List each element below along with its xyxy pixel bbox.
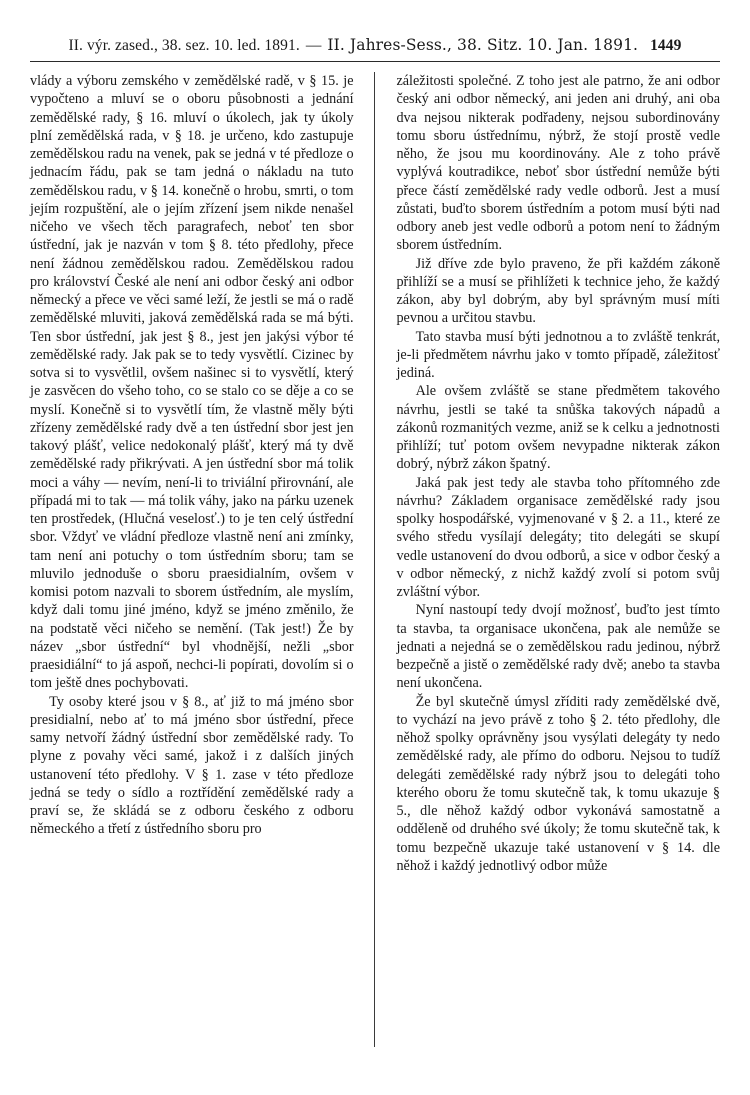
column-left (30, 72, 366, 1047)
paragraph: vlády a výboru zemského v zemědělské radě, v § 15. je vypočteno a mluví se o oboru působnosti a jednání zemědělské rady, § 16. mluví o úkolech, jak ty úkoly plní zemědělská rada, v § 18. je určeno, kdo zastupuje zemědělskou radu na venek, pak se jedná v té předloze o jednacím řádu, pak se tam jedná o nákladu na tuto zemědělskou radu, v § 14. konečně o hrobu, smrti, o tom jejím rozpuštění, ale o jejím zřízení jsem nikde nenašel ničeho ve všech těch paragrafech, neboť ten sbor ústřední, jak je nazván v tom § 8. této předlohy, přece není žádnou zemědělskou radou. Zemědělskou radou pro království České ale není ani odbor český ani odbor německý a přece ve věci samé leží, že jestli se má o radě zemědělské mluviti, jaková zemědělská rada se má býti. Ten sbor ústřední, jak jest § 8., jest jen jakýsi výbor té zemědělské rady. Jak pak se to tedy vysvětlí. Cizinec by sotva si to vysvětlil, ovšem našinec si to vysvětlí, který je zasvěcen do všeho toho, co se stalo co se děje a co se myslí. Konečně si to vysvětlí tím, že vlastně měly býti zřízeny zemědělské rady dvě a ten ústřední sbor jest jen takový plášť, velice nedokonalý plášť, který má ty dvě zemědělské rady přikrývati. A jen ústřední sbor má tolik moci a váhy — nevím, není-li to triviální přirovnání, ale případá mi to tak — má tolik váhy, jako na párku uzenek ten prostředek, (Hlučná veselosť.) to je ten celý ústřední sbor. Vždyť ve vládní předloze vlastně není ani zmínky, tam není ani potuchy o tom ústředním sboru; tam se mluvilo jednoduše o sboru praesidialním, ovšem v komisi potom nazvali to sborem ústředním, ale myslím, když dali tomu jiné jméno, když se jméno změnilo, že na podstatě věci ničeho se nemění. (Tak jest!) Že by název „sbor ústřední“ byl vhodnější, nežli „sbor praesidiální“ to já aspoň, nechci-li popírati, dovolím si o tom ještě dnes pochybovati. (30, 73, 354, 692)
header-rule (30, 61, 720, 62)
column-divider (374, 72, 377, 1047)
body-columns (30, 72, 720, 1047)
running-head (30, 36, 720, 58)
paragraph: Tato stavba musí býti jednotnou a to zvláště tenkrát, je-li předmětem návrhu jako v tomto případě, záležitosť jediná. (396, 328, 720, 381)
paragraph: Ale ovšem zvláště se stane předmětem takového návrhu, jestli se také ta snůška takových nápadů a zákonů rozmanitých vezme, aniž se k celku a jednotnosti přihlíží; tuť potom ovšem nevypadne nikterak zákon dobrý, nýbrž zákon špatný. (396, 383, 720, 473)
paragraph: Nyní nastoupí tedy dvojí možnosť, buďto jest tímto ta stavba, ta organisace ukončena, pak ale nemůže se jednati a nejedná se o zemědělskou radu jedinou, nýbrž bezpečně a jistě o zemědělské rady dvě; anebo ta stavba není ukončena. (396, 602, 720, 692)
column-right (384, 72, 720, 1047)
paragraph: Jaká pak jest tedy ale stavba toho přítomného zde návrhu? Základem organisace zemědělské rady jsou spolky hospodářské, vyjmenované v § 2. a 11., které ze svého středu vysílají delegáty; tito delegáti se skupí vedle ustanovení do dvou odborů, a sice v odbor český a v odbor německý, z nichž každý zvolí si potom svůj zvláštní výbor. (396, 474, 720, 600)
running-head-separator: — (305, 37, 322, 54)
paragraph: Že byl skutečně úmysl zříditi rady zemědělské dvě, to vychází na jevo právě z toho § 2. této předlohy, dle něhož spolky oprávněny jsou vysýlati delegáty ty nedo zemědělské rady, ale přímo do odboru. Nejsou to tudíž delegáti zemědělské rady nýbrž jsou to delegáti toho kterého oboru že tomu skutečně tak, k tomu ukazuje § 5., dle něhož každý odbor vykonává samostatně a odděleně od druhého své úkoly; že tomu skutečně tak, k tomu bezpečně ukazuje také ustanovení v § 14. dle něhož i každý jednotlivý odbor může (396, 693, 720, 874)
paragraph: záležitosti společné. Z toho jest ale patrno, že ani odbor český ani odbor německý, ani jeden ani druhý, ani oba dva nejsou nikterak podřadeny, nejsou subordinovány tomu sboru ústřednímu, nýbrž, že stojí prostě vedle něho, že jsou mu koordinovány. Ale z toho právě vyplývá koutradikce, neboť sbor ústřední nemůže býti přece částí zemědělské rady vedle odborů. Jest a musí zůstati, buďto sborem ústředním a potom musí býti nad odbory aneb jest vedle odborů a potom není to žádným sborem ústředním. (396, 73, 720, 254)
paragraph: Ty osoby které jsou v § 8., ať již to má jméno sbor presidialní, nebo ať to má jméno sbor ústřední, přece samy netvoří žádný ústřední sbor zemědělské rady. To plyne z povahy věci samé, jakož i z dalších jiných ustanovení této předlohy. V § 1. zase v této předloze jedná se tedy o sídlo a roztřídění zemědělské rady a praví se, že skládá se z odboru českého z odboru německého a třetí z ústředního sboru pro (30, 693, 354, 838)
paragraph: Již dříve zde bylo praveno, že při každém zákoně přihlíží se a musí se přihlížeti k technice jeho, že každý zákon, aby byl dobrým, aby byl správným musí míti pevnou a určitou stavbu. (396, 255, 720, 327)
running-head-left: II. výr. zased., 38. sez. 10. led. 1891. (68, 37, 300, 54)
page-number: 1449 (650, 37, 682, 54)
running-head-right: II. Jahres-Sess., 38. Sitz. 10. Jan. 1891. (327, 36, 639, 54)
